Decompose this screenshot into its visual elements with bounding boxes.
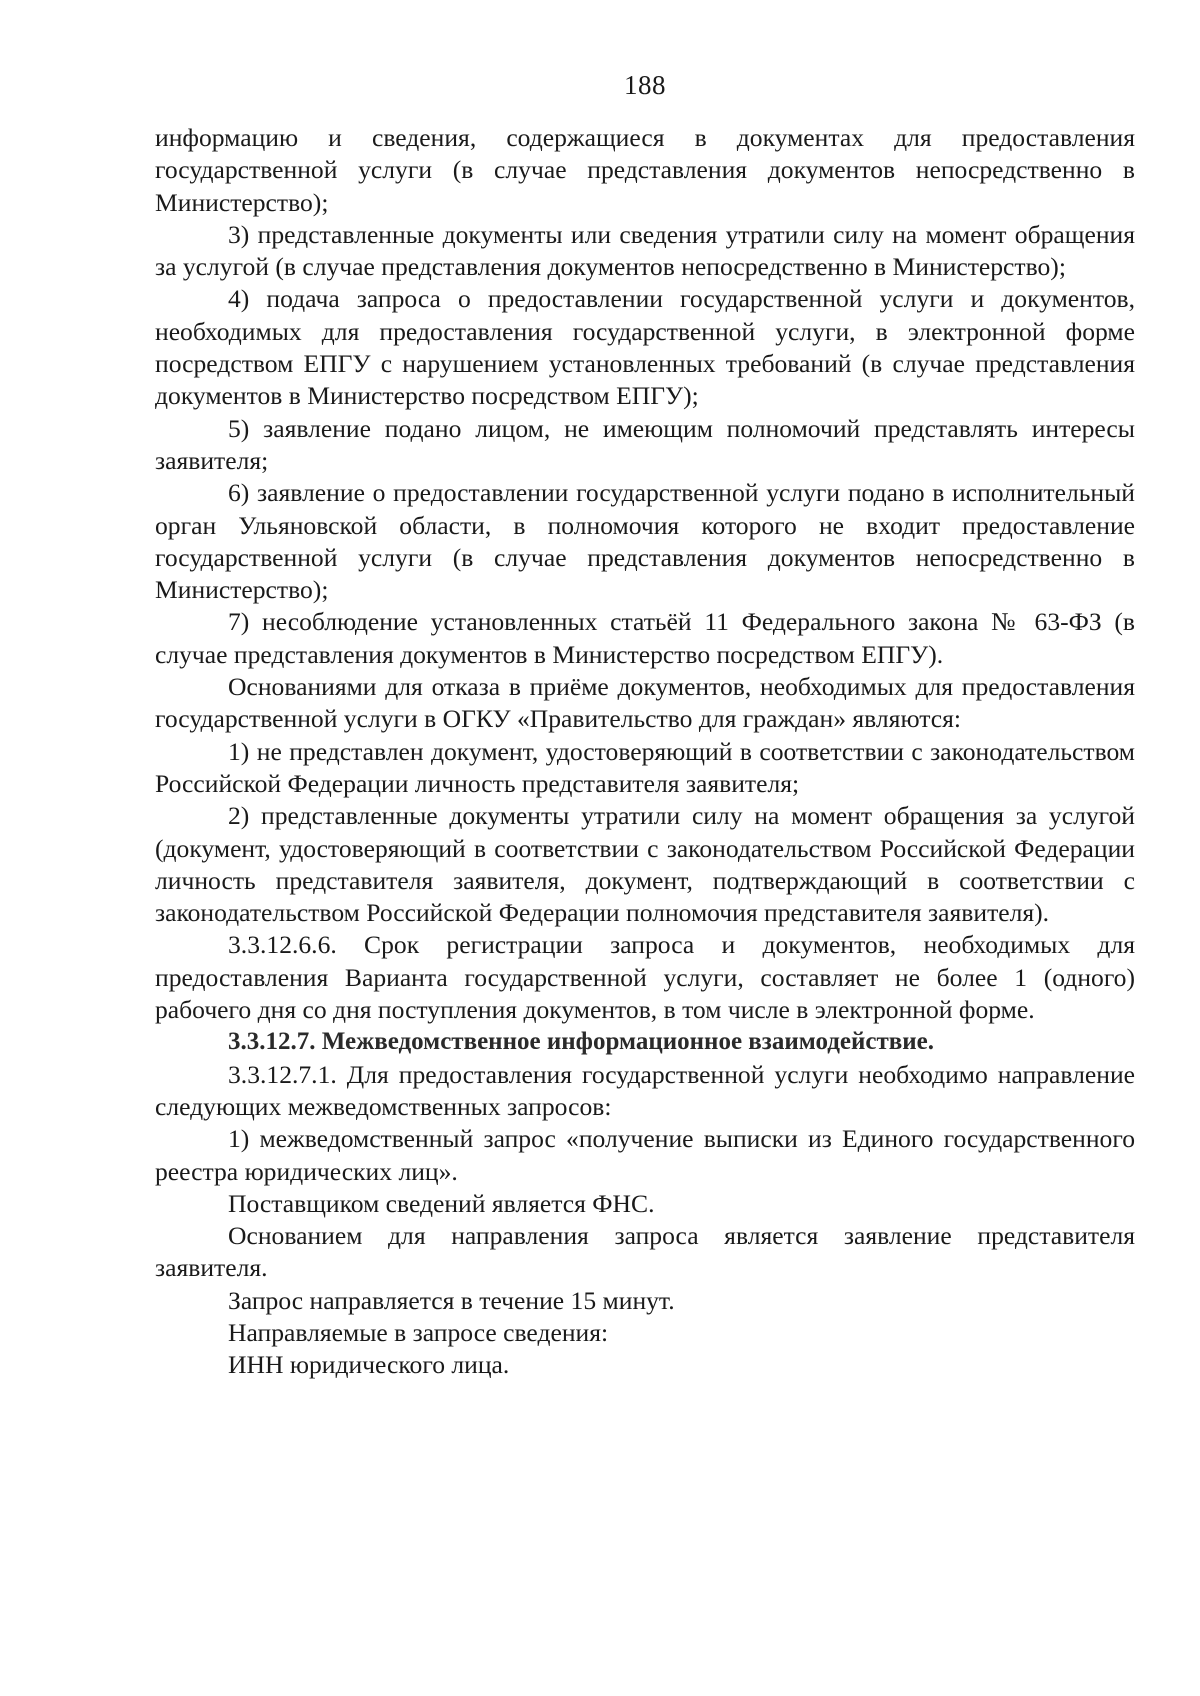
paragraph-request-item-1: 1) межведомственный запрос «получение выписки из Единого государственного реестра юридических лиц». xyxy=(155,1124,1135,1186)
paragraph-inn: ИНН юридического лица. xyxy=(228,1350,510,1380)
paragraph-registration-term: 3.3.12.6.6. Срок регистрации запроса и документов, необходимых для предоставления Варианта государственной услуги, составляет не более 1 (одного) рабочего дня со дня поступления документов, в том числе в электронной форме. xyxy=(155,930,1135,1025)
paragraph-refusal-grounds: Основаниями для отказа в приёме документов, необходимых для предоставления государственной услуги в ОГКУ «Правительство для граждан» являются: xyxy=(155,672,1135,734)
paragraph-continuation: информацию и сведения, содержащиеся в документах для предоставления государственной услуги (в случае представления документов непосредственно в Министерство); xyxy=(155,123,1135,217)
paragraph-item-6: 6) заявление о предоставлении государственной услуги подано в исполнительный орган Ульяновской области, в полномочия которого не входит предоставление государственной услуги (в случае представления документов непосредственно в Министерство); xyxy=(155,478,1135,605)
section-heading: 3.3.12.7. Межведомственное информационное взаимодействие. xyxy=(228,1028,934,1056)
paragraph-supplier: Поставщиком сведений является ФНС. xyxy=(228,1188,655,1218)
paragraph-basis: Основанием для направления запроса является заявление представителя заявителя. xyxy=(155,1221,1135,1283)
paragraph-timing: Запрос направляется в течение 15 минут. xyxy=(228,1285,675,1315)
paragraph-item-3: 3) представленные документы или сведения утратили силу на момент обращения за услугой (в случае представления документов непосредственно в Министерство); xyxy=(155,219,1135,282)
document-page xyxy=(155,0,1135,1696)
page-number: 188 xyxy=(624,70,666,100)
document-body xyxy=(155,122,1135,1382)
paragraph-refusal-item-2: 2) представленные документы утратили силу на момент обращения за услугой (документ, удостоверяющий в соответствии с законодательством Российской Федерации личность представителя заявителя, документ, подтверждающий в соответствии с законодательством Российской Федерации полномочия представителя заявителя). xyxy=(155,801,1135,928)
paragraph-item-4: 4) подача запроса о предоставлении государственной услуги и документов, необходимых для предоставления государственной услуги, в электронной форме посредством ЕПГУ с нарушением установленных требований (в случае представления документов в Министерство посредством ЕПГУ); xyxy=(155,284,1135,411)
paragraph-refusal-item-1: 1) не представлен документ, удостоверяющий в соответствии с законодательством Российской Федерации личность представителя заявителя; xyxy=(155,736,1135,798)
paragraph-item-7: 7) несоблюдение установленных статьёй 11 Федерального закона № 63-ФЗ (в случае представления документов в Министерство посредством ЕПГУ). xyxy=(155,607,1135,669)
paragraph-sent-info: Направляемые в запросе сведения: xyxy=(228,1317,609,1347)
paragraph-item-5: 5) заявление подано лицом, не имеющим полномочий представлять интересы заявителя; xyxy=(155,413,1135,475)
paragraph-interagency-requests: 3.3.12.7.1. Для предоставления государственной услуги необходимо направление следующих межведомственных запросов: xyxy=(155,1059,1135,1121)
